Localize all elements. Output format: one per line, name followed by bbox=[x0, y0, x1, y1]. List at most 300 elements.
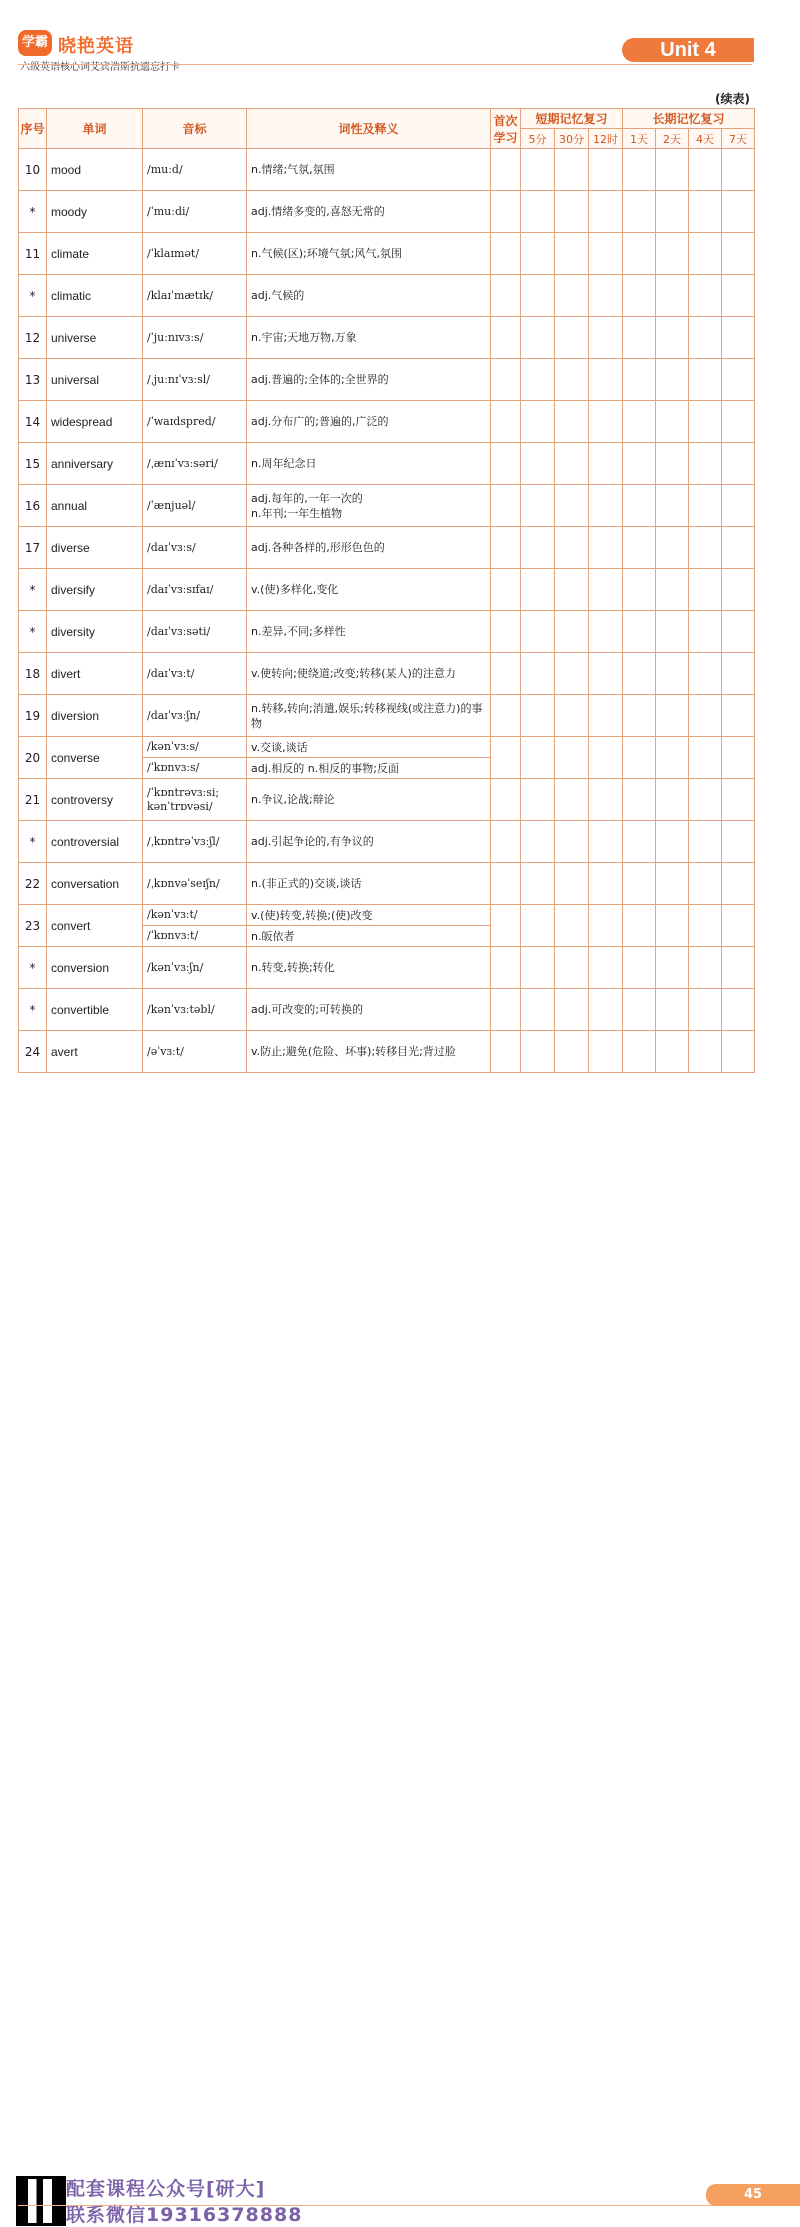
row-number: 20 bbox=[19, 737, 47, 779]
review-checkbox[interactable] bbox=[623, 989, 656, 1031]
review-checkbox[interactable] bbox=[589, 485, 623, 527]
row-word: controversial bbox=[47, 821, 143, 863]
review-checkbox[interactable] bbox=[656, 485, 689, 527]
review-checkbox[interactable] bbox=[623, 779, 656, 821]
review-checkbox[interactable] bbox=[689, 485, 722, 527]
row-word: anniversary bbox=[47, 443, 143, 485]
review-checkbox[interactable] bbox=[689, 695, 722, 737]
review-checkbox[interactable] bbox=[491, 401, 521, 443]
review-checkbox[interactable] bbox=[623, 485, 656, 527]
review-checkbox[interactable] bbox=[589, 275, 623, 317]
footer-divider bbox=[18, 2205, 800, 2206]
row-phonetic: /ˌkɒntrəˈvɜːʃl/ bbox=[143, 821, 247, 863]
review-checkbox[interactable] bbox=[491, 737, 521, 779]
header-4day: 4天 bbox=[689, 129, 722, 149]
review-checkbox[interactable] bbox=[521, 569, 555, 611]
promo-line-1: 配套课程公众号[研大] bbox=[66, 2178, 266, 2200]
row-number: 17 bbox=[19, 527, 47, 569]
review-checkbox[interactable] bbox=[555, 569, 589, 611]
table-row bbox=[19, 359, 755, 401]
review-checkbox[interactable] bbox=[722, 233, 755, 275]
review-checkbox[interactable] bbox=[623, 401, 656, 443]
row-number: 19 bbox=[19, 695, 47, 737]
review-checkbox[interactable] bbox=[656, 905, 689, 947]
review-checkbox[interactable] bbox=[623, 569, 656, 611]
row-definition: v.(使)多样化,变化 bbox=[247, 569, 491, 611]
review-checkbox[interactable] bbox=[555, 989, 589, 1031]
review-checkbox[interactable] bbox=[722, 737, 755, 779]
row-number: 23 bbox=[19, 905, 47, 947]
review-checkbox[interactable] bbox=[589, 191, 623, 233]
row-phonetic: /daɪˈvɜːt/ bbox=[143, 653, 247, 695]
header-short-term: 短期记忆复习 bbox=[521, 109, 623, 129]
row-number: * bbox=[19, 947, 47, 989]
review-checkbox[interactable] bbox=[589, 233, 623, 275]
review-checkbox[interactable] bbox=[589, 695, 623, 737]
review-checkbox[interactable] bbox=[521, 149, 555, 191]
review-checkbox[interactable] bbox=[491, 359, 521, 401]
review-checkbox[interactable] bbox=[491, 611, 521, 653]
row-phonetic: /ˈjuːnɪvɜːs/ bbox=[143, 317, 247, 359]
header-first-study: 首次学习 bbox=[491, 109, 521, 149]
review-checkbox[interactable] bbox=[491, 989, 521, 1031]
row-number: * bbox=[19, 989, 47, 1031]
row-number: 13 bbox=[19, 359, 47, 401]
review-checkbox[interactable] bbox=[689, 149, 722, 191]
review-checkbox[interactable] bbox=[722, 653, 755, 695]
review-checkbox[interactable] bbox=[623, 191, 656, 233]
review-checkbox[interactable] bbox=[689, 905, 722, 947]
review-checkbox[interactable] bbox=[623, 695, 656, 737]
review-checkbox[interactable] bbox=[689, 275, 722, 317]
review-checkbox[interactable] bbox=[491, 443, 521, 485]
row-phonetic: /kənˈvɜːs/ bbox=[143, 737, 247, 758]
review-checkbox[interactable] bbox=[722, 569, 755, 611]
row-definition: adj.可改变的;可转换的 bbox=[247, 989, 491, 1031]
table-row bbox=[19, 191, 755, 233]
table-row bbox=[19, 485, 755, 527]
review-checkbox[interactable] bbox=[656, 947, 689, 989]
review-checkbox[interactable] bbox=[555, 947, 589, 989]
review-checkbox[interactable] bbox=[521, 863, 555, 905]
row-phonetic: /kənˈvɜːʃn/ bbox=[143, 947, 247, 989]
row-phonetic: /daɪˈvɜːs/ bbox=[143, 527, 247, 569]
review-checkbox[interactable] bbox=[656, 275, 689, 317]
row-definition: adj.普遍的;全体的;全世界的 bbox=[247, 359, 491, 401]
review-checkbox[interactable] bbox=[689, 1031, 722, 1073]
review-checkbox[interactable] bbox=[656, 821, 689, 863]
row-word: convert bbox=[47, 905, 143, 947]
review-checkbox[interactable] bbox=[589, 779, 623, 821]
table-row bbox=[19, 821, 755, 863]
review-checkbox[interactable] bbox=[491, 233, 521, 275]
review-checkbox[interactable] bbox=[623, 905, 656, 947]
review-checkbox[interactable] bbox=[491, 653, 521, 695]
row-phonetic: /muːd/ bbox=[143, 149, 247, 191]
header-num: 序号 bbox=[19, 109, 47, 149]
review-checkbox[interactable] bbox=[589, 1031, 623, 1073]
row-definition: n.周年纪念日 bbox=[247, 443, 491, 485]
table-row bbox=[19, 401, 755, 443]
row-word: diversify bbox=[47, 569, 143, 611]
review-checkbox[interactable] bbox=[623, 611, 656, 653]
review-checkbox[interactable] bbox=[623, 443, 656, 485]
review-checkbox[interactable] bbox=[689, 653, 722, 695]
review-checkbox[interactable] bbox=[722, 527, 755, 569]
review-checkbox[interactable] bbox=[656, 989, 689, 1031]
row-definition: n.皈依者 bbox=[247, 926, 491, 947]
review-checkbox[interactable] bbox=[521, 989, 555, 1031]
logo-badge: 学霸 bbox=[18, 30, 52, 56]
row-phonetic: /daɪˈvɜːsɪfaɪ/ bbox=[143, 569, 247, 611]
review-checkbox[interactable] bbox=[689, 569, 722, 611]
review-checkbox[interactable] bbox=[555, 737, 589, 779]
review-checkbox[interactable] bbox=[722, 485, 755, 527]
header-5min: 5分 bbox=[521, 129, 555, 149]
row-word: moody bbox=[47, 191, 143, 233]
review-checkbox[interactable] bbox=[689, 359, 722, 401]
row-word: universe bbox=[47, 317, 143, 359]
review-checkbox[interactable] bbox=[555, 779, 589, 821]
review-checkbox[interactable] bbox=[623, 737, 656, 779]
review-checkbox[interactable] bbox=[521, 317, 555, 359]
review-checkbox[interactable] bbox=[656, 191, 689, 233]
review-checkbox[interactable] bbox=[656, 653, 689, 695]
review-checkbox[interactable] bbox=[623, 821, 656, 863]
review-checkbox[interactable] bbox=[521, 443, 555, 485]
row-word: climate bbox=[47, 233, 143, 275]
review-checkbox[interactable] bbox=[656, 779, 689, 821]
review-checkbox[interactable] bbox=[722, 947, 755, 989]
row-definition: adj.相反的 n.相反的事物;反面 bbox=[247, 758, 491, 779]
table-row bbox=[19, 863, 755, 905]
review-checkbox[interactable] bbox=[491, 275, 521, 317]
row-definition: n.气候(区);环境气氛;风气,氛围 bbox=[247, 233, 491, 275]
review-checkbox[interactable] bbox=[491, 569, 521, 611]
table-row bbox=[19, 653, 755, 695]
review-checkbox[interactable] bbox=[623, 275, 656, 317]
review-checkbox[interactable] bbox=[722, 359, 755, 401]
table-row bbox=[19, 233, 755, 275]
header-30min: 30分 bbox=[555, 129, 589, 149]
review-checkbox[interactable] bbox=[656, 1031, 689, 1073]
review-checkbox[interactable] bbox=[623, 317, 656, 359]
review-checkbox[interactable] bbox=[623, 1031, 656, 1073]
row-definition: n.争议,论战;辩论 bbox=[247, 779, 491, 821]
review-checkbox[interactable] bbox=[491, 821, 521, 863]
review-checkbox[interactable] bbox=[689, 611, 722, 653]
review-checkbox[interactable] bbox=[491, 695, 521, 737]
review-checkbox[interactable] bbox=[589, 737, 623, 779]
review-checkbox[interactable] bbox=[623, 863, 656, 905]
review-checkbox[interactable] bbox=[555, 191, 589, 233]
review-checkbox[interactable] bbox=[491, 779, 521, 821]
review-checkbox[interactable] bbox=[555, 863, 589, 905]
row-definition: adj.分布广的;普遍的,广泛的 bbox=[247, 401, 491, 443]
review-checkbox[interactable] bbox=[555, 611, 589, 653]
row-definition: adj.情绪多变的,喜怒无常的 bbox=[247, 191, 491, 233]
review-checkbox[interactable] bbox=[555, 401, 589, 443]
review-checkbox[interactable] bbox=[555, 443, 589, 485]
table-row bbox=[19, 947, 755, 989]
table-row bbox=[19, 317, 755, 359]
review-checkbox[interactable] bbox=[521, 611, 555, 653]
row-number: 15 bbox=[19, 443, 47, 485]
review-checkbox[interactable] bbox=[589, 653, 623, 695]
review-checkbox[interactable] bbox=[689, 191, 722, 233]
review-checkbox[interactable] bbox=[722, 317, 755, 359]
row-phonetic: /ˌkɒnvəˈseɪʃn/ bbox=[143, 863, 247, 905]
row-phonetic: /ˈwaɪdspred/ bbox=[143, 401, 247, 443]
review-checkbox[interactable] bbox=[521, 1031, 555, 1073]
row-number: * bbox=[19, 275, 47, 317]
review-checkbox[interactable] bbox=[491, 863, 521, 905]
review-checkbox[interactable] bbox=[722, 989, 755, 1031]
review-checkbox[interactable] bbox=[555, 149, 589, 191]
row-word: convertible bbox=[47, 989, 143, 1031]
row-word: controversy bbox=[47, 779, 143, 821]
review-checkbox[interactable] bbox=[722, 149, 755, 191]
review-checkbox[interactable] bbox=[656, 611, 689, 653]
row-phonetic: /kənˈvɜːtəbl/ bbox=[143, 989, 247, 1031]
review-checkbox[interactable] bbox=[555, 485, 589, 527]
table-row bbox=[19, 569, 755, 611]
row-phonetic: /ˈkɒnvɜːt/ bbox=[143, 926, 247, 947]
review-checkbox[interactable] bbox=[722, 821, 755, 863]
page-header bbox=[0, 0, 800, 106]
review-checkbox[interactable] bbox=[589, 905, 623, 947]
row-definition: v.防止;避免(危险、坏事);转移目光;背过脸 bbox=[247, 1031, 491, 1073]
row-phonetic: /ˈænjuəl/ bbox=[143, 485, 247, 527]
row-definition: n.宇宙;天地万物,万象 bbox=[247, 317, 491, 359]
review-checkbox[interactable] bbox=[521, 905, 555, 947]
row-number: * bbox=[19, 191, 47, 233]
review-checkbox[interactable] bbox=[589, 989, 623, 1031]
review-checkbox[interactable] bbox=[521, 485, 555, 527]
review-checkbox[interactable] bbox=[555, 359, 589, 401]
review-checkbox[interactable] bbox=[623, 233, 656, 275]
review-checkbox[interactable] bbox=[555, 275, 589, 317]
review-checkbox[interactable] bbox=[491, 527, 521, 569]
header-definition: 词性及释义 bbox=[247, 109, 491, 149]
review-checkbox[interactable] bbox=[722, 1031, 755, 1073]
review-checkbox[interactable] bbox=[491, 947, 521, 989]
row-phonetic: /daɪˈvɜːsəti/ bbox=[143, 611, 247, 653]
review-checkbox[interactable] bbox=[689, 947, 722, 989]
qr-code-icon bbox=[16, 2176, 66, 2226]
table-row bbox=[19, 989, 755, 1031]
review-checkbox[interactable] bbox=[656, 527, 689, 569]
review-checkbox[interactable] bbox=[623, 653, 656, 695]
review-checkbox[interactable] bbox=[656, 737, 689, 779]
row-word: diverse bbox=[47, 527, 143, 569]
row-word: mood bbox=[47, 149, 143, 191]
review-checkbox[interactable] bbox=[689, 863, 722, 905]
review-checkbox[interactable] bbox=[722, 401, 755, 443]
review-checkbox[interactable] bbox=[521, 191, 555, 233]
review-checkbox[interactable] bbox=[589, 527, 623, 569]
row-word: annual bbox=[47, 485, 143, 527]
row-word: converse bbox=[47, 737, 143, 779]
row-phonetic: /kənˈvɜːt/ bbox=[143, 905, 247, 926]
review-checkbox[interactable] bbox=[623, 947, 656, 989]
review-checkbox[interactable] bbox=[521, 653, 555, 695]
row-word: widespread bbox=[47, 401, 143, 443]
review-checkbox[interactable] bbox=[555, 821, 589, 863]
header-12h: 12时 bbox=[589, 129, 623, 149]
review-checkbox[interactable] bbox=[491, 485, 521, 527]
vocab-table bbox=[18, 108, 755, 1073]
review-checkbox[interactable] bbox=[521, 275, 555, 317]
row-definition: n.情绪;气氛,氛围 bbox=[247, 149, 491, 191]
review-checkbox[interactable] bbox=[689, 989, 722, 1031]
table-row bbox=[19, 737, 755, 758]
row-number: 16 bbox=[19, 485, 47, 527]
review-checkbox[interactable] bbox=[491, 191, 521, 233]
review-checkbox[interactable] bbox=[555, 317, 589, 359]
row-word: diversion bbox=[47, 695, 143, 737]
review-checkbox[interactable] bbox=[689, 233, 722, 275]
row-definition: adj.各种各样的,形形色色的 bbox=[247, 527, 491, 569]
review-checkbox[interactable] bbox=[491, 149, 521, 191]
review-checkbox[interactable] bbox=[722, 611, 755, 653]
page-footer bbox=[0, 1080, 800, 2226]
header-divider bbox=[18, 64, 752, 65]
row-word: diversity bbox=[47, 611, 143, 653]
review-checkbox[interactable] bbox=[521, 695, 555, 737]
row-definition: adj.每年的,一年一次的 n.年刊;一年生植物 bbox=[247, 485, 491, 527]
review-checkbox[interactable] bbox=[589, 443, 623, 485]
row-word: climatic bbox=[47, 275, 143, 317]
row-word: conversation bbox=[47, 863, 143, 905]
review-checkbox[interactable] bbox=[689, 527, 722, 569]
review-checkbox[interactable] bbox=[656, 317, 689, 359]
brand-name: 晓艳英语 bbox=[58, 36, 134, 57]
review-checkbox[interactable] bbox=[656, 569, 689, 611]
row-definition: n.差异,不同;多样性 bbox=[247, 611, 491, 653]
row-number: 22 bbox=[19, 863, 47, 905]
review-checkbox[interactable] bbox=[589, 401, 623, 443]
header-2day: 2天 bbox=[656, 129, 689, 149]
review-checkbox[interactable] bbox=[521, 527, 555, 569]
unit-tab: Unit 4 bbox=[622, 38, 754, 62]
review-checkbox[interactable] bbox=[623, 359, 656, 401]
review-checkbox[interactable] bbox=[491, 1031, 521, 1073]
review-checkbox[interactable] bbox=[491, 905, 521, 947]
review-checkbox[interactable] bbox=[589, 821, 623, 863]
review-checkbox[interactable] bbox=[722, 695, 755, 737]
review-checkbox[interactable] bbox=[555, 695, 589, 737]
review-checkbox[interactable] bbox=[656, 401, 689, 443]
review-checkbox[interactable] bbox=[722, 779, 755, 821]
row-phonetic: /ˈkɒntrəvɜːsi; kənˈtrɒvəsi/ bbox=[143, 779, 247, 821]
review-checkbox[interactable] bbox=[722, 191, 755, 233]
review-checkbox[interactable] bbox=[656, 233, 689, 275]
review-checkbox[interactable] bbox=[656, 359, 689, 401]
review-checkbox[interactable] bbox=[689, 821, 722, 863]
review-checkbox[interactable] bbox=[589, 149, 623, 191]
row-definition: n.转变,转换;转化 bbox=[247, 947, 491, 989]
review-checkbox[interactable] bbox=[689, 443, 722, 485]
review-checkbox[interactable] bbox=[589, 611, 623, 653]
review-checkbox[interactable] bbox=[589, 359, 623, 401]
row-word: conversion bbox=[47, 947, 143, 989]
review-checkbox[interactable] bbox=[555, 1031, 589, 1073]
row-number: 18 bbox=[19, 653, 47, 695]
review-checkbox[interactable] bbox=[521, 821, 555, 863]
row-word: divert bbox=[47, 653, 143, 695]
review-checkbox[interactable] bbox=[521, 947, 555, 989]
table-row bbox=[19, 149, 755, 191]
review-checkbox[interactable] bbox=[722, 275, 755, 317]
review-checkbox[interactable] bbox=[555, 905, 589, 947]
row-phonetic: /klaɪˈmætɪk/ bbox=[143, 275, 247, 317]
review-checkbox[interactable] bbox=[521, 737, 555, 779]
row-word: universal bbox=[47, 359, 143, 401]
header-7day: 7天 bbox=[722, 129, 755, 149]
vocab-body bbox=[19, 149, 755, 1073]
review-checkbox[interactable] bbox=[623, 527, 656, 569]
row-definition: v.(使)转变,转换;(使)改变 bbox=[247, 905, 491, 926]
row-phonetic: /ˌænɪˈvɜːsəri/ bbox=[143, 443, 247, 485]
review-checkbox[interactable] bbox=[491, 317, 521, 359]
review-checkbox[interactable] bbox=[656, 443, 689, 485]
row-number: 14 bbox=[19, 401, 47, 443]
review-checkbox[interactable] bbox=[722, 905, 755, 947]
promo-line-2: 联系微信19316378888 bbox=[66, 2204, 303, 2226]
review-checkbox[interactable] bbox=[656, 149, 689, 191]
row-phonetic: /ˈmuːdi/ bbox=[143, 191, 247, 233]
row-word: avert bbox=[47, 1031, 143, 1073]
row-number: * bbox=[19, 569, 47, 611]
review-checkbox[interactable] bbox=[521, 401, 555, 443]
table-row bbox=[19, 611, 755, 653]
row-phonetic: /daɪˈvɜːʃn/ bbox=[143, 695, 247, 737]
review-checkbox[interactable] bbox=[555, 527, 589, 569]
table-row bbox=[19, 275, 755, 317]
row-definition: adj.气候的 bbox=[247, 275, 491, 317]
review-checkbox[interactable] bbox=[656, 863, 689, 905]
review-checkbox[interactable] bbox=[521, 233, 555, 275]
row-number: * bbox=[19, 821, 47, 863]
review-checkbox[interactable] bbox=[555, 653, 589, 695]
table-row bbox=[19, 905, 755, 926]
review-checkbox[interactable] bbox=[555, 233, 589, 275]
row-phonetic: /ˌjuːnɪˈvɜːsl/ bbox=[143, 359, 247, 401]
review-checkbox[interactable] bbox=[689, 317, 722, 359]
book-subtitle: 六级英语核心词艾宾浩斯抗遗忘打卡 bbox=[20, 62, 180, 73]
review-checkbox[interactable] bbox=[722, 863, 755, 905]
row-definition: n.(非正式的)交谈,谈话 bbox=[247, 863, 491, 905]
review-checkbox[interactable] bbox=[521, 359, 555, 401]
page-number: 45 bbox=[706, 2184, 800, 2206]
review-checkbox[interactable] bbox=[589, 569, 623, 611]
review-checkbox[interactable] bbox=[589, 947, 623, 989]
row-definition: v.交谈,谈话 bbox=[247, 737, 491, 758]
table-row bbox=[19, 779, 755, 821]
review-checkbox[interactable] bbox=[689, 737, 722, 779]
review-checkbox[interactable] bbox=[589, 317, 623, 359]
row-definition: v.使转向;使绕道;改变;转移(某人)的注意力 bbox=[247, 653, 491, 695]
review-checkbox[interactable] bbox=[623, 149, 656, 191]
review-checkbox[interactable] bbox=[521, 779, 555, 821]
table-row bbox=[19, 695, 755, 737]
review-checkbox[interactable] bbox=[722, 443, 755, 485]
review-checkbox[interactable] bbox=[689, 401, 722, 443]
review-checkbox[interactable] bbox=[589, 863, 623, 905]
review-checkbox[interactable] bbox=[656, 695, 689, 737]
review-checkbox[interactable] bbox=[689, 779, 722, 821]
